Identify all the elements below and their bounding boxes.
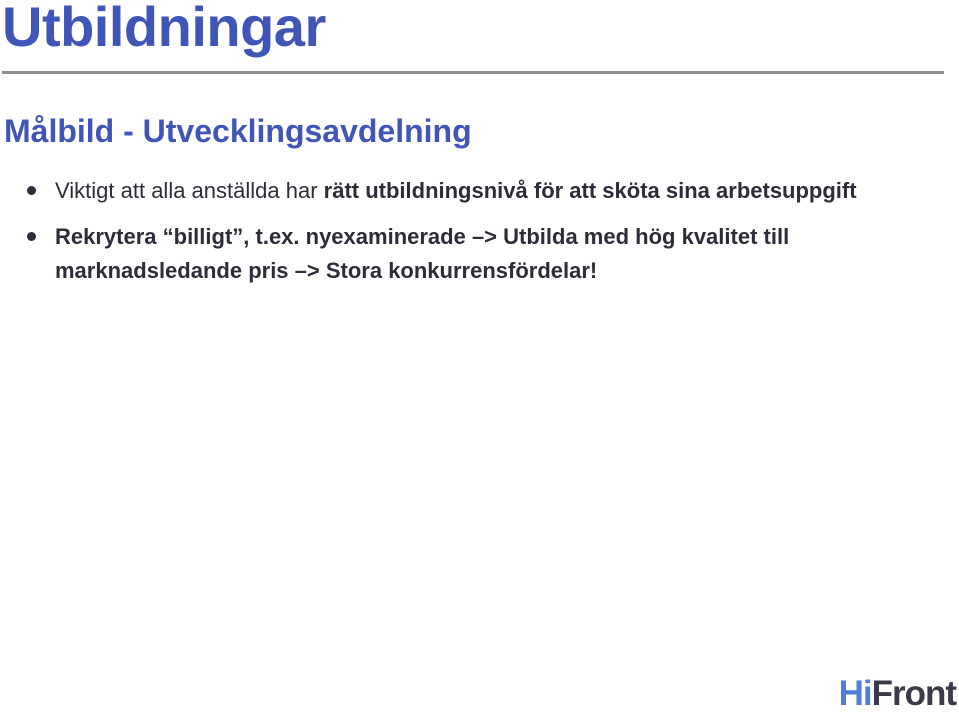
hifront-logo	[839, 674, 956, 714]
logo-hi-text: Hi	[838, 674, 872, 713]
slide-subtitle: Målbild - Utvecklingsavdelning	[4, 113, 472, 149]
bullet-item	[0, 220, 900, 288]
bullet-text-normal: Viktigt att alla anställda har	[55, 178, 324, 203]
bullet-dot-icon	[27, 232, 36, 241]
bullet-list	[0, 174, 900, 300]
bullet-text: Rekrytera “billigt”, t.ex. nyexaminerade –> Utbilda med hög kvalitet till marknadsledande pris –> Stora konkurrensfördelar!	[55, 224, 790, 283]
title-divider	[2, 71, 944, 74]
bullet-dot-icon	[27, 186, 36, 195]
bullet-text-bold: rätt utbildningsnivå för att sköta sina arbetsuppgift	[323, 178, 857, 203]
bullet-item	[0, 174, 900, 208]
logo-front-text: Front	[871, 674, 956, 713]
slide-title: Utbildningar	[2, 0, 326, 58]
